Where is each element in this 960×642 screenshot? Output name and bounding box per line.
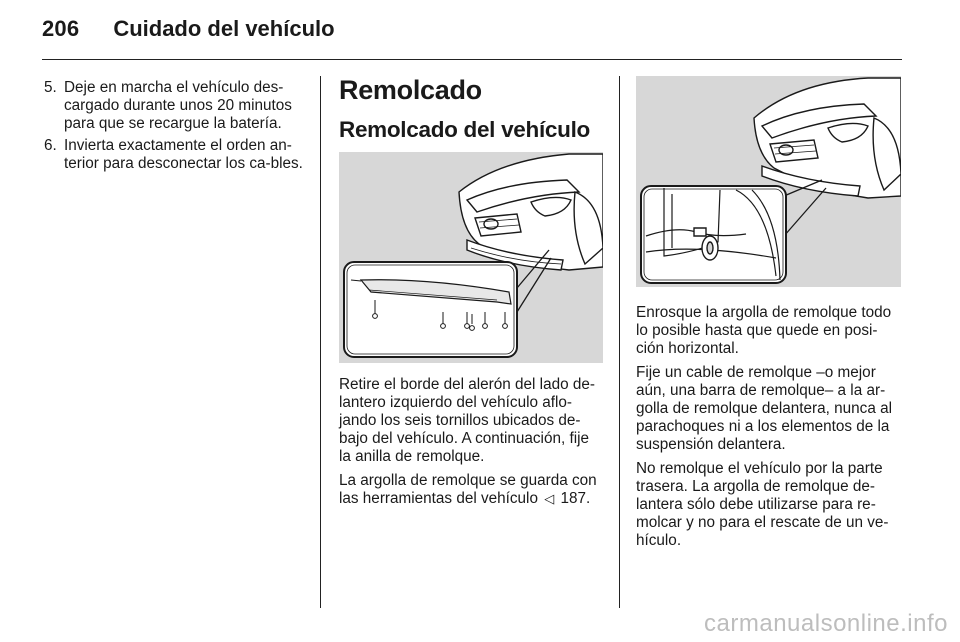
- section-heading: Remolcado: [339, 75, 482, 105]
- header-rule: [42, 59, 902, 60]
- column-2-text: [339, 376, 603, 514]
- reference-text: La argolla de remolque se guarda con las herramientas del vehículo: [339, 472, 597, 507]
- column-divider-right: [619, 76, 620, 608]
- paragraph: Fije un cable de remolque –o mejor aún, una barra de remolque– a la ar-golla de remolque delantera, nunca al parachoques ni a los elementos de la suspensión delantera.: [636, 364, 892, 453]
- list-item: [44, 137, 306, 173]
- page-ref-arrow-icon: ◁: [544, 491, 555, 506]
- watermark-text: carmanualsonline.info: [704, 610, 948, 637]
- column-divider-left: [320, 76, 321, 608]
- reference-page: 187.: [560, 490, 591, 507]
- column-2: [339, 74, 603, 507]
- reference-paragraph: [339, 472, 603, 508]
- item-number: 6.: [44, 137, 57, 154]
- column-3-text: [636, 304, 901, 556]
- paragraph: Retire el borde del alerón del lado de-lantero izquierdo del vehículo aflo-jando los seis tornillos ubicados de-bajo del vehículo. A continuación, fije la anilla de remolque.: [339, 376, 595, 465]
- tow-eye-illustration: [636, 76, 901, 287]
- paragraph: Enrosque la argolla de remolque todo lo posible hasta que quede en posi-ción horizontal.: [636, 304, 892, 357]
- subsection-heading: Remolcado del vehículo: [339, 117, 590, 142]
- item-text: Deje en marcha el vehículo des-cargado durante unos 20 minutos para que se recargue la batería.: [64, 79, 292, 132]
- page-number: 206: [42, 16, 80, 41]
- spoiler-screws-illustration: [339, 152, 603, 363]
- item-number: 5.: [44, 79, 57, 96]
- item-text: Invierta exactamente el orden an-terior para desconectar los ca-bles.: [64, 137, 303, 172]
- column-1: [44, 79, 306, 177]
- steps-list: [44, 79, 306, 173]
- page-header: [42, 16, 335, 48]
- section-title: Cuidado del vehículo: [113, 16, 335, 41]
- paragraph: No remolque el vehículo por la parte trasera. La argolla de remolque de-lantera sólo debe utilizarse para re-molcar y no para el rescate de un ve-hículo.: [636, 460, 889, 549]
- list-item: [44, 79, 306, 133]
